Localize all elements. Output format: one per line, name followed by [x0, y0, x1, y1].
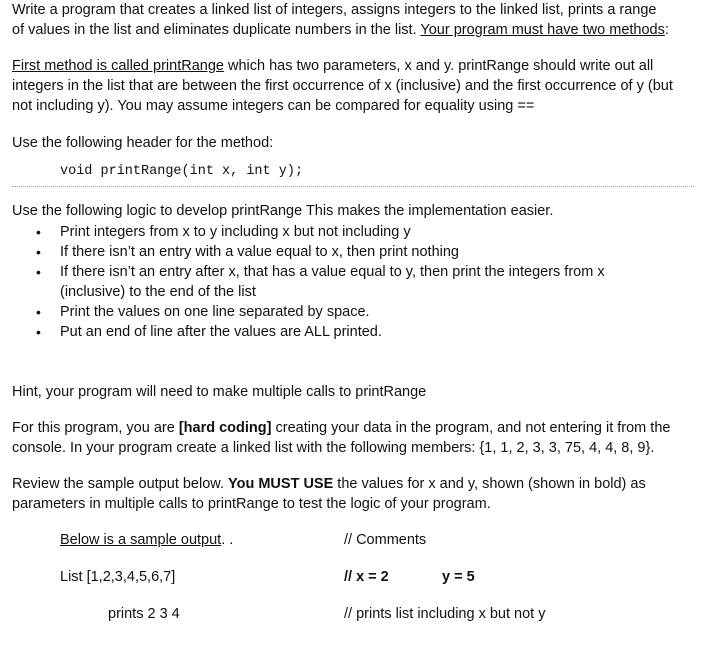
bullet-text: Put an end of line after the values are ALL printed. [60, 324, 382, 340]
bullet-text: Print the values on one line separated by space. [60, 304, 370, 320]
hard-coding-emphasis: [hard coding] [178, 420, 272, 436]
code-divider [12, 186, 694, 187]
review-text-1: Review the sample output below. [12, 476, 229, 492]
hard-coding-paragraph [12, 418, 698, 458]
header-instruction: Use the following header for the method: [12, 135, 274, 151]
two-methods-requirement: Your program must have two methods [420, 22, 665, 38]
method-1-line-1-rest: which has two parameters, x and y. printRange should write out all [223, 58, 654, 74]
sample-output-heading-text: Below is a sample output [60, 532, 222, 548]
bullet-text: Print integers from x to y including x but not including y [60, 224, 411, 240]
y-value-label: y = 5 [442, 569, 475, 585]
intro-paragraph [12, 0, 698, 40]
hint-text: Hint, your program will need to make multiple calls to printRange [12, 384, 427, 400]
method-1-line-2: integers in the list that are between the first occurrence of x (inclusive) and the first occurrence of y (but [12, 78, 673, 94]
bullet-icon: • [36, 264, 41, 280]
logic-intro: Use the following logic to develop printRange This makes the implementation easier. [12, 203, 554, 219]
bullet-text: If there isn’t an entry after x, that has a value equal to y, then print the integers from x (inclusive) to the end of the list [60, 264, 605, 300]
review-paragraph [12, 474, 698, 514]
method-1-description [12, 56, 698, 116]
list-item [32, 302, 672, 322]
review-text-2: the values for x and y, shown (shown in bold) as parameters in multiple calls to printRange to test the logic of your program. [12, 476, 646, 512]
bullet-icon: • [36, 304, 41, 320]
list-item [32, 322, 672, 342]
bullet-icon: • [36, 324, 41, 340]
method-1-title: First method is called printRange [12, 58, 224, 74]
bullet-icon: • [36, 224, 41, 240]
method-signature-code: void printRange(int x, int y); [60, 164, 304, 179]
hard-coding-text-1: For this program, you are [12, 420, 179, 436]
x-value-label: // x = 2 [344, 569, 389, 585]
intro-line-2-text: of values in the list and eliminates duplicate numbers in the list. [12, 22, 421, 38]
bullet-text: If there isn’t an entry with a value equal to x, then print nothing [60, 244, 459, 260]
method-1-line-1 [12, 56, 698, 76]
bullet-icon: • [36, 244, 41, 260]
sample-output-heading [60, 530, 233, 550]
review-emphasis: You MUST USE [228, 476, 334, 492]
list-item [32, 262, 672, 302]
comments-header: // Comments [344, 532, 427, 548]
logic-bullet-list [32, 222, 672, 342]
sample-output-heading-tail: . . [221, 532, 234, 548]
method-1-line-3: not including y). You may assume integers can be compared for equality using == [12, 98, 535, 114]
intro-line-2: of values in the list and eliminates duplicate numbers in the list. Your program must have two methods: [12, 22, 669, 38]
sample-prints-comment: // prints list including x but not y [344, 606, 546, 622]
intro-line-1: Write a program that creates a linked list of integers, assigns integers to the linked list, prints a range [12, 2, 657, 18]
sample-list-label: List [1,2,3,4,5,6,7] [60, 569, 176, 585]
list-item [32, 222, 672, 242]
list-item [32, 242, 672, 262]
hard-coding-text-2: creating your data in the program, and not entering it from the console. In your program create a linked list with the following members: {1, 1, 2, 3, 3, 75, 4, 4, 8, 9}. [12, 420, 671, 456]
sample-prints-label: prints 2 3 4 [108, 606, 180, 622]
